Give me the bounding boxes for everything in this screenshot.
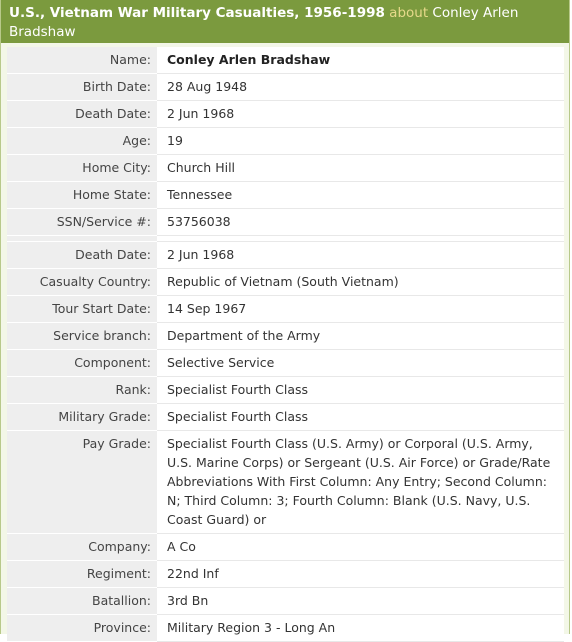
table-row — [7, 269, 564, 296]
field-label: Age: — [7, 128, 157, 155]
record-table — [7, 47, 564, 642]
field-value: Specialist Fourth Class (U.S. Army) or Corporal (U.S. Army, U.S. Marine Corps) or Sergeant (U.S. Air Force) or Grade/Rate Abbreviations With First Column: Any Entry; Second Column: N; Third Column: 3; Fourth Column: Blank (U.S. Navy, U.S. Coast Guard) or — [157, 431, 564, 534]
record-table-wrap — [7, 47, 564, 642]
table-row — [7, 47, 564, 74]
table-row — [7, 404, 564, 431]
field-value: Tennessee — [157, 182, 564, 209]
field-value: Church Hill — [157, 155, 564, 182]
field-value: Department of the Army — [157, 323, 564, 350]
field-label: Name: — [7, 47, 157, 74]
table-row — [7, 561, 564, 588]
field-value: 3rd Bn — [157, 588, 564, 615]
table-row — [7, 615, 564, 642]
field-value: Specialist Fourth Class — [157, 404, 564, 431]
field-value: 28 Aug 1948 — [157, 74, 564, 101]
field-value: 53756038 — [157, 209, 564, 236]
field-value: 14 Sep 1967 — [157, 296, 564, 323]
field-value: Military Region 3 - Long An — [157, 615, 564, 642]
table-row — [7, 431, 564, 534]
field-label: Regiment: — [7, 561, 157, 588]
field-label: Military Grade: — [7, 404, 157, 431]
field-value: 2 Jun 1968 — [157, 242, 564, 269]
collection-title: U.S., Vietnam War Military Casualties, 1956-1998 — [9, 5, 385, 21]
field-label: Home City: — [7, 155, 157, 182]
field-value: 2 Jun 1968 — [157, 101, 564, 128]
field-value: Republic of Vietnam (South Vietnam) — [157, 269, 564, 296]
table-row — [7, 377, 564, 404]
field-value: Conley Arlen Bradshaw — [157, 47, 564, 74]
field-label: Home State: — [7, 182, 157, 209]
table-row — [7, 323, 564, 350]
record-header — [1, 0, 569, 43]
person-name-header: Conley Arlen Bradshaw — [9, 5, 519, 40]
table-row — [7, 74, 564, 101]
field-label: Province: — [7, 615, 157, 642]
field-label: Pay Grade: — [7, 431, 157, 534]
field-value: Specialist Fourth Class — [157, 377, 564, 404]
table-row — [7, 128, 564, 155]
field-label: Service branch: — [7, 323, 157, 350]
field-label: SSN/Service #: — [7, 209, 157, 236]
field-label: Company: — [7, 534, 157, 561]
table-row — [7, 155, 564, 182]
table-row — [7, 101, 564, 128]
field-value: 19 — [157, 128, 564, 155]
field-label: Batallion: — [7, 588, 157, 615]
table-row — [7, 588, 564, 615]
field-value: Selective Service — [157, 350, 564, 377]
field-value: 22nd Inf — [157, 561, 564, 588]
table-row — [7, 350, 564, 377]
about-label: about — [389, 5, 429, 21]
table-row — [7, 534, 564, 561]
field-label: Component: — [7, 350, 157, 377]
table-row — [7, 182, 564, 209]
field-label: Rank: — [7, 377, 157, 404]
field-label: Death Date: — [7, 242, 157, 269]
field-label: Death Date: — [7, 101, 157, 128]
field-label: Birth Date: — [7, 74, 157, 101]
table-row — [7, 242, 564, 269]
table-row — [7, 296, 564, 323]
field-value: A Co — [157, 534, 564, 561]
field-label: Tour Start Date: — [7, 296, 157, 323]
field-label: Casualty Country: — [7, 269, 157, 296]
table-row — [7, 209, 564, 236]
